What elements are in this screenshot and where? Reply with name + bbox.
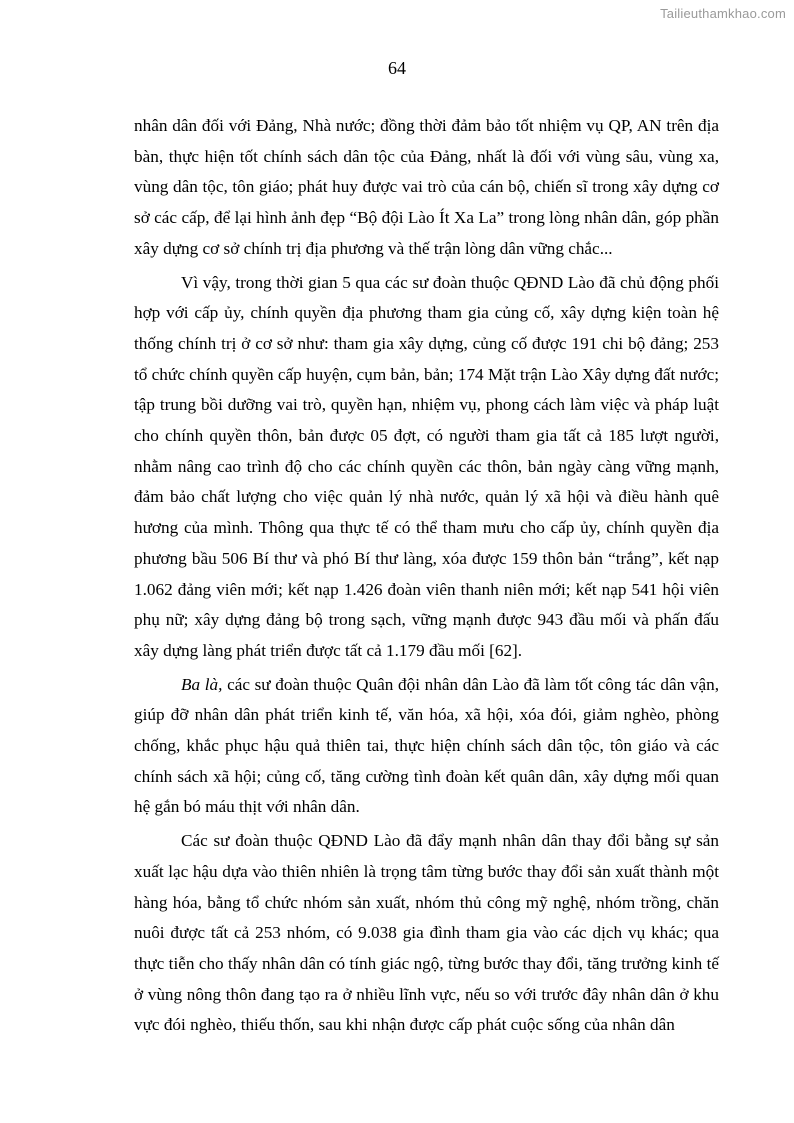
page-number: 64: [388, 58, 406, 78]
paragraph-text: Vì vậy, trong thời gian 5 qua các sư đoàn thuộc QĐND Lào đã chủ động phối hợp với cấp ủy, chính quyền địa phương tham gia củng cố, xây dựng kiện toàn hệ thống chính trị ở cơ sở như: tham gia xây dựng, củng cố được 191 chi bộ đảng; 253 tổ chức chính quyền cấp huyện, cụm bản, bản; 174 Mặt trận Lào Xây dựng đất nước; tập trung bồi dưỡng vai trò, quyền hạn, nhiệm vụ, phong cách làm việc và pháp luật cho chính quyền thôn, bản được 05 đợt, có người tham gia tất cả 185 lượt người, nhằm nâng cao trình độ cho các chính quyền các thôn, bản ngày càng vững mạnh, đảm bảo chất lượng cho việc quản lý nhà nước, quản lý xã hội và điều hành quê hương của mình. Thông qua thực tế có thể tham mưu cho cấp ủy, chính quyền địa phương bầu 506 Bí thư và phó Bí thư làng, xóa được 159 thôn bản “trắng”, kết nạp 1.062 đảng viên mới; kết nạp 1.426 đoàn viên thanh niên mới; kết nạp 541 hội viên phụ nữ; xây dựng đảng bộ trong sạch, vững mạnh được 943 đầu mối và phấn đấu xây dựng làng phát triển được tất cả 1.179 đầu mối [62].: [134, 272, 719, 660]
paragraph-3: [134, 670, 719, 824]
paragraph-text: nhân dân đối với Đảng, Nhà nước; đồng thời đảm bảo tốt nhiệm vụ QP, AN trên địa bàn, thực hiện tốt chính sách dân tộc của Đảng, nhất là đối với vùng sâu, vùng xa, vùng dân tộc, tôn giáo; phát huy được vai trò của cán bộ, chiến sĩ trong xây dựng cơ sở các cấp, để lại hình ảnh đẹp “Bộ đội Lào Ít Xa La” trong lòng nhân dân, góp phần xây dựng cơ sở chính trị địa phương và thế trận lòng dân vững chắc...: [134, 116, 719, 258]
paragraph-lead-italic: Ba là,: [181, 674, 223, 694]
document-body: [134, 111, 719, 1041]
paragraph-text: Các sư đoàn thuộc QĐND Lào đã đẩy mạnh nhân dân thay đổi bằng sự sản xuất lạc hậu dựa vào thiên nhiên là trọng tâm từng bước thay đổi sản xuất thành một hàng hóa, bằng tổ chức nhóm sản xuất, nhóm thủ công mỹ nghệ, nhóm trồng, chăn nuôi được tất cả 253 nhóm, có 9.038 gia đình tham gia vào các dịch vụ khác; qua thực tiễn cho thấy nhân dân có tính giác ngộ, từng bước thay đổi, tăng trưởng kinh tế ở vùng nông thôn đang tạo ra ở nhiều lĩnh vực, nếu so với trước đây nhân dân ở khu vực đói nghèo, thiếu thốn, sau khi nhận được cấp phát cuộc sống của nhân dân: [134, 831, 719, 1035]
watermark-text: Tailieuthamkhao.com: [660, 6, 786, 21]
paragraph-text: các sư đoàn thuộc Quân đội nhân dân Lào đã làm tốt công tác dân vận, giúp đỡ nhân dân phát triển kinh tế, văn hóa, xã hội, xóa đói, giảm nghèo, phòng chống, khắc phục hậu quả thiên tai, thực hiện chính sách dân tộc, tôn giáo và các chính sách xã hội; củng cố, tăng cường tình đoàn kết quân dân, xây dựng mối quan hệ gắn bó máu thịt với nhân dân.: [134, 674, 719, 817]
paragraph-continuation: [134, 111, 719, 265]
paragraph-4: [134, 826, 719, 1041]
paragraph-2: [134, 268, 719, 667]
